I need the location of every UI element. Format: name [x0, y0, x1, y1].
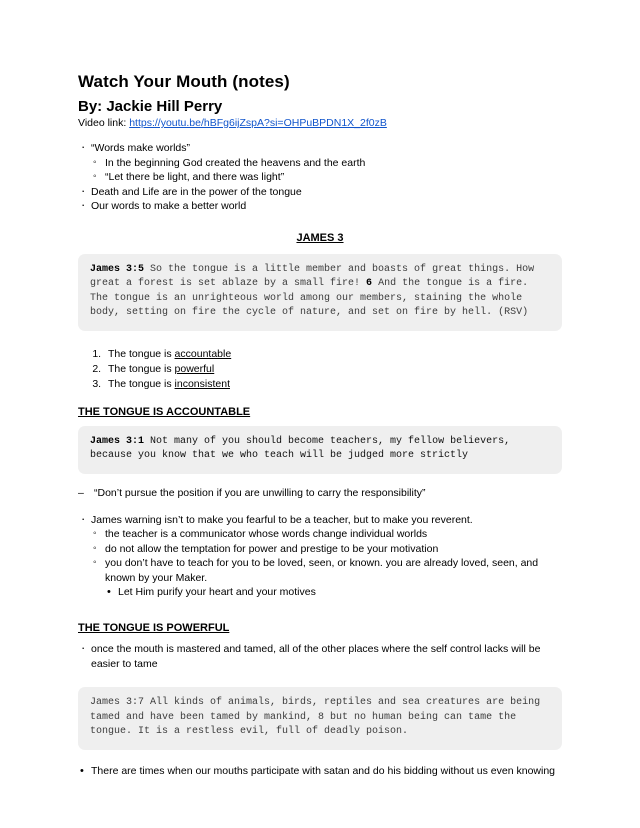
- list-item: ◦ In the beginning God created the heavens and the earth: [91, 156, 562, 171]
- list-item: [104, 347, 562, 362]
- powerful-bullet-list: [78, 642, 562, 671]
- list-item: – “Don’t pursue the position if you are unwilling to carry the responsibility”: [78, 486, 562, 501]
- quote-text-part2: And the tongue is a fire. The tongue is an unrighteous world among our members, staining the whole body, setting on fire the cycle of nature, and set on fire by hell. (RSV): [90, 278, 529, 318]
- list-item: [91, 556, 562, 600]
- james3-5-quote: [78, 254, 562, 331]
- quote-text: Not many of you should become teachers, my fellow believers, because you know that we who teach will be judged more strictly: [90, 435, 511, 461]
- accountable-sub-dot-list: [105, 585, 562, 600]
- james3-7-quote: James 3:7 All kinds of animals, birds, reptiles and sea creatures are being tamed and have been tamed by mankind, 8 but no human being can tame the tongue. It is a restless evil, full of deadly poison.: [78, 687, 562, 750]
- point-prefix: The tongue is: [108, 347, 175, 360]
- point-keyword: accountable: [174, 347, 232, 360]
- list-item: [78, 513, 562, 601]
- video-link-label: Video link:: [78, 117, 130, 129]
- point-prefix: The tongue is: [108, 362, 175, 375]
- powerful-closing-list: [78, 764, 562, 779]
- list-item: • There are times when our mouths participate with satan and do his bidding without us even knowing: [78, 764, 562, 779]
- point-keyword: powerful: [174, 362, 215, 375]
- list-item: ◦ do not allow the temptation for power and prestige to be your motivation: [91, 542, 562, 557]
- author-byline: By: Jackie Hill Perry: [78, 98, 223, 115]
- quote-reference: James 3:5: [90, 263, 145, 275]
- james3-heading: JAMES 3: [296, 231, 344, 244]
- bullet-text: James warning isn’t to make you fearful to be a teacher, but to make you reverent.: [91, 513, 473, 526]
- intro-bullet-list: [78, 141, 562, 214]
- list-item: · once the mouth is mastered and tamed, all of the other places where the self control lacks will be easier to tame: [78, 642, 562, 671]
- list-item: [104, 362, 562, 377]
- list-item: ◦ “Let there be light, and there was light”: [91, 170, 562, 185]
- video-link-line: [78, 117, 562, 129]
- bullet-text: you don’t have to teach for you to be loved, seen, or known. you are already loved, seen, and known by your Maker.: [105, 557, 539, 584]
- intro-sub-list: [91, 156, 562, 185]
- accountable-dash-list: [78, 486, 562, 501]
- powerful-heading: THE TONGUE IS POWERFUL: [78, 622, 230, 634]
- accountable-sub-list: [91, 527, 562, 600]
- point-keyword: inconsistent: [174, 377, 230, 390]
- james3-1-quote: [78, 426, 562, 474]
- quote-verse-number: 6: [366, 278, 373, 289]
- quote-reference: James 3:1: [90, 435, 145, 447]
- list-item: [78, 141, 562, 185]
- accountable-bullet-list: [78, 513, 562, 601]
- quote-text-part1: So the tongue is a little member and boasts of great things. How great a forest is set ablaze by a small fire!: [90, 263, 535, 289]
- list-item: • Let Him purify your heart and your motives: [105, 585, 562, 600]
- video-link[interactable]: https://youtu.be/hBFg6ijZspA?si=OHPuBPDN1X_2f0zB: [129, 117, 387, 129]
- point-prefix: The tongue is: [108, 377, 175, 390]
- list-item: [104, 377, 562, 392]
- bullet-text: “Words make worlds”: [91, 142, 190, 154]
- page-title: Watch Your Mouth (notes): [78, 72, 290, 91]
- key-points-list: [78, 347, 562, 392]
- list-item: · Death and Life are in the power of the tongue: [78, 185, 562, 200]
- list-item: · Our words to make a better world: [78, 199, 562, 214]
- list-item: ◦ the teacher is a communicator whose words change individual worlds: [91, 527, 562, 542]
- accountable-heading: THE TONGUE IS ACCOUNTABLE: [78, 405, 251, 418]
